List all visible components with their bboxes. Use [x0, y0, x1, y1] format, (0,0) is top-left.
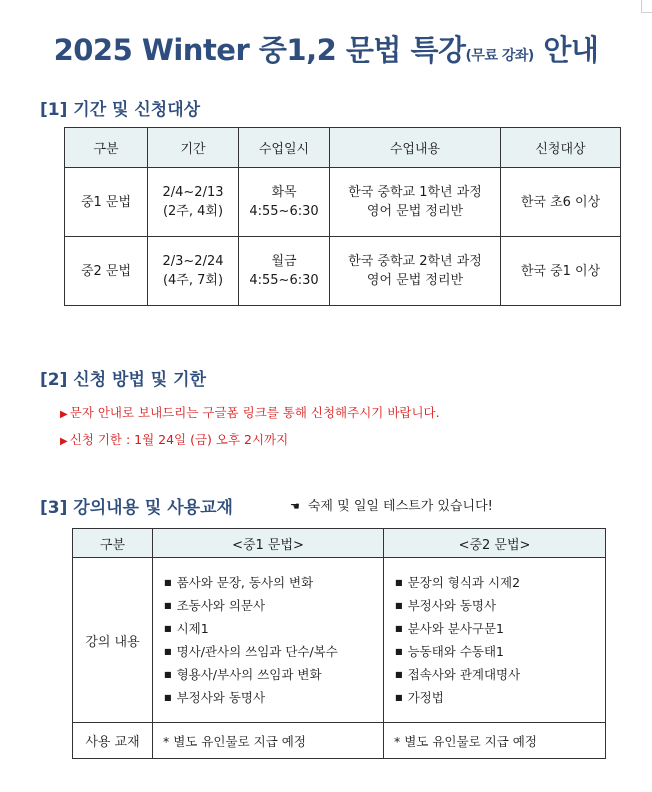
col-header: <중1 문법> — [153, 529, 384, 558]
homework-tip — [290, 495, 493, 514]
m2-material: * 별도 유인물로 지급 예정 — [384, 723, 606, 759]
cell-period — [148, 237, 239, 306]
col-header: 구분 — [65, 128, 148, 168]
m1-topic-list — [154, 571, 382, 709]
cell-content — [330, 168, 501, 237]
class-hours: 4:55~6:30 — [249, 204, 319, 219]
col-header: <중2 문법> — [384, 529, 606, 558]
section2-heading: [2] 신청 방법 및 기한 — [40, 370, 206, 390]
m2-topic-list — [385, 571, 604, 709]
tip-text: 숙제 및 일일 테스트가 있습니다! — [307, 499, 493, 514]
period-dates: 2/3~2/24 — [162, 254, 224, 269]
cell-category: 중1 문법 — [65, 168, 148, 237]
pointing-hand-icon: ☚ — [290, 500, 300, 513]
triangle-right-icon: ▶ — [60, 436, 68, 447]
list-item: ■ 부정사와 동명사 — [395, 594, 604, 617]
m2-topics-cell — [384, 558, 606, 723]
schedule-table — [64, 127, 621, 306]
note-text: 문자 안내로 보내드리는 구글폼 링크를 통해 신청해주시기 바랍니다. — [69, 405, 440, 420]
content-line: 영어 문법 정리반 — [366, 204, 464, 219]
row-label: 강의 내용 — [73, 558, 153, 723]
list-item: ■ 문장의 형식과 시제2 — [395, 571, 604, 594]
col-header: 수업일시 — [239, 128, 330, 168]
list-item: ■ 부정사와 동명사 — [164, 686, 382, 709]
period-dates: 2/4~2/13 — [162, 185, 224, 200]
cell-target: 한국 중1 이상 — [501, 237, 621, 306]
cell-time — [239, 237, 330, 306]
cell-target: 한국 초6 이상 — [501, 168, 621, 237]
triangle-right-icon: ▶ — [60, 409, 68, 420]
class-days: 월금 — [271, 254, 297, 269]
corner-mark — [641, 0, 652, 13]
list-item: ■ 가정법 — [395, 686, 604, 709]
col-header: 신청대상 — [501, 128, 621, 168]
class-hours: 4:55~6:30 — [249, 273, 319, 288]
table-header-row — [65, 128, 621, 168]
list-item: ■ 분사와 분사구문1 — [395, 617, 604, 640]
content-line: 영어 문법 정리반 — [366, 273, 464, 288]
deadline-note — [60, 430, 288, 448]
note-text: 신청 기한 : 1월 24일 (금) 오후 2시까지 — [69, 432, 289, 447]
list-item: ■ 능동태와 수동태1 — [395, 640, 604, 663]
m1-material: * 별도 유인물로 지급 예정 — [153, 723, 384, 759]
period-count: (2주, 4회) — [162, 204, 224, 219]
title-main: 2025 Winter 중1,2 문법 특강 — [53, 33, 466, 67]
section3-heading: [3] 강의내용 및 사용교재 — [40, 498, 233, 518]
col-header: 기간 — [148, 128, 239, 168]
cell-time — [239, 168, 330, 237]
cell-content — [330, 237, 501, 306]
content-line: 한국 중학교 2학년 과정 — [348, 254, 482, 269]
title-note: (무료 강좌) — [465, 48, 534, 64]
list-item: ■ 형용사/부사의 쓰임과 변화 — [164, 663, 382, 686]
period-count: (4주, 7회) — [162, 273, 224, 288]
table-row — [65, 168, 621, 237]
col-header: 수업내용 — [330, 128, 501, 168]
table-row — [73, 558, 606, 723]
page-title — [0, 28, 652, 69]
content-line: 한국 중학교 1학년 과정 — [348, 185, 482, 200]
cell-period — [148, 168, 239, 237]
class-days: 화목 — [271, 185, 297, 200]
curriculum-table — [72, 528, 606, 759]
table-row — [73, 723, 606, 759]
cell-category: 중2 문법 — [65, 237, 148, 306]
list-item: ■ 조동사와 의문사 — [164, 594, 382, 617]
list-item: ■ 시제1 — [164, 617, 382, 640]
section1-heading: [1] 기간 및 신청대상 — [40, 100, 201, 120]
table-row — [65, 237, 621, 306]
instruction-note — [60, 403, 440, 421]
table-header-row — [73, 529, 606, 558]
col-header: 구분 — [73, 529, 153, 558]
list-item: ■ 명사/관사의 쓰임과 단수/복수 — [164, 640, 382, 663]
m1-topics-cell — [153, 558, 384, 723]
title-tail: 안내 — [533, 33, 599, 67]
row-label: 사용 교재 — [73, 723, 153, 759]
list-item: ■ 품사와 문장, 동사의 변화 — [164, 571, 382, 594]
list-item: ■ 접속사와 관계대명사 — [395, 663, 604, 686]
